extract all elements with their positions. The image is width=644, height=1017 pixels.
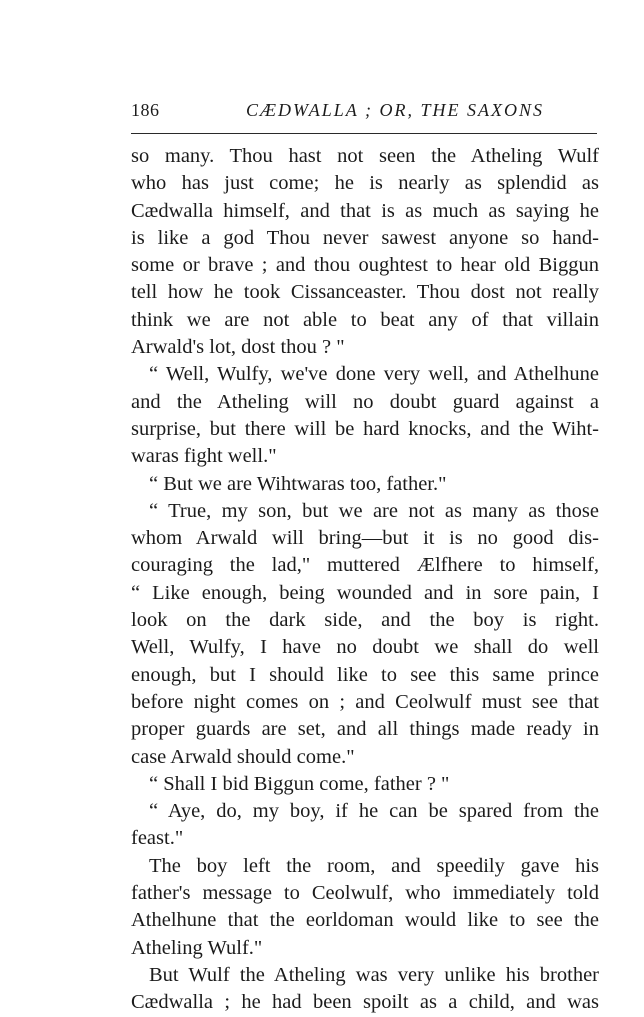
text-line: “ Aye, do, my boy, if he can be spared from the — [149, 800, 599, 823]
text-line: and the Atheling will no doubt guard against a — [131, 390, 599, 413]
text-line: so many. Thou hast not seen the Atheling Wulf — [131, 145, 599, 167]
page-number: 186 — [131, 100, 160, 120]
text-line: “ Shall I bid Biggun come, father ? " — [149, 772, 450, 795]
text-line: case Arwald should come." — [131, 745, 355, 768]
text-line: Cædwalla ; he had been spoilt as a child, and was — [131, 991, 599, 1014]
text-line: some or brave ; and thou oughtest to hear old Biggun — [131, 254, 599, 277]
text-line: “ True, my son, but we are not as many as those — [149, 499, 599, 522]
text-line: Atheling Wulf." — [131, 936, 263, 959]
text-line: is like a god Thou never sawest anyone so hand- — [131, 226, 599, 249]
text-line: think we are not able to beat any of that villain — [131, 308, 599, 331]
text-line: “ Well, Wulfy, we've done very well, and Athelhune — [149, 363, 599, 386]
text-line: waras fight well." — [131, 445, 277, 468]
header-rule — [131, 133, 597, 134]
text-line: proper guards are set, and all things made ready in — [131, 718, 599, 741]
text-line: “ But we are Wihtwaras too, father." — [149, 472, 447, 495]
text-line: The boy left the room, and speedily gave his — [149, 854, 599, 877]
text-line: who has just come; he is nearly as splendid as — [131, 172, 599, 195]
text-line: before night comes on ; and Ceolwulf must see that — [131, 690, 599, 713]
text-line: “ Like enough, being wounded and in sore pain, I — [131, 581, 599, 604]
text-line: But Wulf the Atheling was very unlike his brother — [149, 963, 599, 986]
text-line: feast." — [131, 827, 184, 850]
text-line: couraging the lad," muttered Ælfhere to himself, — [131, 554, 599, 577]
text-line: father's message to Ceolwulf, who immediately told — [131, 882, 599, 905]
running-title: CÆDWALLA ; OR, THE SAXONS — [246, 100, 544, 120]
text-line: tell how he took Cissanceaster. Thou dost not really — [131, 281, 599, 304]
text-line: Well, Wulfy, I have no doubt we shall do well — [131, 636, 599, 659]
text-line: surprise, but there will be hard knocks, and the Wiht- — [131, 417, 599, 440]
text-line: enough, but I should like to see this same prince — [131, 663, 599, 686]
text-line: whom Arwald will bring—but it is no good dis- — [131, 527, 599, 550]
body-text — [131, 143, 599, 1017]
text-line: Athelhune that the eorldoman would like to see the — [131, 909, 599, 932]
text-line: Cædwalla himself, and that is as much as saying he — [131, 199, 599, 222]
text-line: look on the dark side, and the boy is right. — [131, 609, 599, 632]
page-header — [131, 100, 599, 130]
text-line: Arwald's lot, dost thou ? " — [131, 336, 345, 359]
